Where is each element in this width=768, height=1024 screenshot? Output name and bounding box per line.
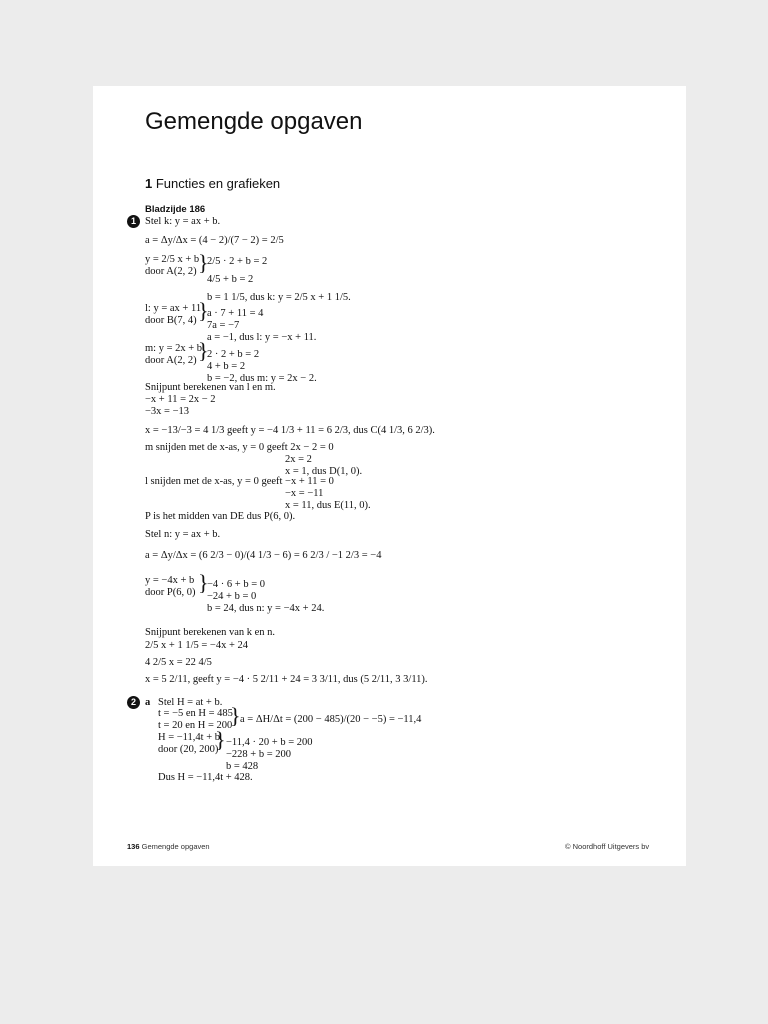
exercise-badge-2: 2 xyxy=(127,696,140,709)
ex1-line-4: door A(2, 2) xyxy=(145,266,197,277)
ex1-line-36: Snijpunt berekenen van k en n. xyxy=(145,627,276,638)
brace: } xyxy=(198,570,209,595)
ex1-line-10: a · 7 + 11 = 4 xyxy=(207,308,264,319)
ex1-line-38: 4 2/5 x = 22 4/5 xyxy=(145,657,212,668)
ex1-line-21: x = −13/−3 = 4 1/3 geeft y = −4 1/3 + 11 = 6 2/3, dus C(4 1/3, 6 2/3). xyxy=(145,425,435,436)
brace: } xyxy=(198,250,209,275)
footer-label: Gemengde opgaven xyxy=(141,842,210,851)
ex1-line-5: 2/5 · 2 + b = 2 xyxy=(207,256,268,267)
exercise-badge-1: 1 xyxy=(127,215,140,228)
ex2-line-7: −11,4 · 20 + b = 200 xyxy=(226,737,313,748)
ex1-line-11: 7a = −7 xyxy=(207,320,240,331)
brace: } xyxy=(230,703,241,728)
ex1-line-29: Stel n: y = ax + b. xyxy=(145,529,221,540)
ex2-part-label: a xyxy=(145,697,151,708)
footer-left xyxy=(127,842,210,851)
ex1-line-26: −x = −11 xyxy=(285,488,324,499)
ex2-line-5: H = −11,4t + b xyxy=(158,732,221,743)
ex1-line-33: −4 · 6 + b = 0 xyxy=(207,579,266,590)
ex1-line-16: 4 + b = 2 xyxy=(207,361,246,372)
ex1-line-2: a = Δy/Δx = (4 − 2)/(7 − 2) = 2/5 xyxy=(145,235,284,246)
ex1-line-27: x = 11, dus E(11, 0). xyxy=(285,500,371,511)
ex1-line-12: a = −1, dus l: y = −x + 11. xyxy=(207,332,317,343)
ex1-line-8: l: y = ax + 11 xyxy=(145,303,202,314)
ex1-line-32: door P(6, 0) xyxy=(145,587,196,598)
footer-copyright: © Noordhoff Uitgevers bv xyxy=(565,842,650,851)
ex1-line-19: −x + 11 = 2x − 2 xyxy=(145,394,216,405)
ex2-line-8: −228 + b = 200 xyxy=(226,749,292,760)
ex2-line-10: Dus H = −11,4t + 428. xyxy=(158,772,253,783)
ex1-line-39: x = 5 2/11, geeft y = −4 · 5 2/11 + 24 = 3 3/11, dus (5 2/11, 3 3/11). xyxy=(145,674,428,685)
bladzijde-label: Bladzijde 186 xyxy=(145,204,206,215)
brace: } xyxy=(215,727,226,752)
ex1-line-9: door B(7, 4) xyxy=(145,315,197,326)
ex1-line-18: Snijpunt berekenen van l en m. xyxy=(145,382,276,393)
page-number: 136 xyxy=(127,842,140,851)
ex1-line-15: 2 · 2 + b = 2 xyxy=(207,349,260,360)
ex1-line-30: a = Δy/Δx = (6 2/3 − 0)/(4 1/3 − 6) = 6 2/3 / −1 2/3 = −4 xyxy=(145,550,382,561)
section-heading xyxy=(145,178,280,190)
ex2-line-2: t = −5 en H = 485 xyxy=(158,708,233,719)
ex2-line-1: Stel H = at + b. xyxy=(158,697,223,708)
ex1-line-6: 4/5 + b = 2 xyxy=(207,274,254,285)
ex1-line-17: b = −2, dus m: y = 2x − 2. xyxy=(207,373,317,384)
ex1-line-28: P is het midden van DE dus P(6, 0). xyxy=(145,511,296,522)
ex1-line-37: 2/5 x + 1 1/5 = −4x + 24 xyxy=(145,640,249,651)
ex1-line-7: b = 1 1/5, dus k: y = 2/5 x + 1 1/5. xyxy=(207,292,351,303)
ex1-line-20: −3x = −13 xyxy=(145,406,190,417)
brace: } xyxy=(198,298,209,323)
ex1-line-23: 2x = 2 xyxy=(285,454,312,465)
ex1-line-14: door A(2, 2) xyxy=(145,355,197,366)
section-number: 1 xyxy=(145,176,153,191)
ex2-line-4: a = ΔH/Δt = (200 − 485)/(20 − −5) = −11,4 xyxy=(240,714,422,725)
ex1-line-1: Stel k: y = ax + b. xyxy=(145,216,221,227)
page-title: Gemengde opgaven xyxy=(145,108,363,135)
ex1-line-13: m: y = 2x + b xyxy=(145,343,203,354)
ex1-line-25: l snijden met de x-as, y = 0 geeft −x + 11 = 0 xyxy=(145,476,334,487)
ex1-line-24: x = 1, dus D(1, 0). xyxy=(285,466,363,477)
ex2-line-6: door (20, 200) xyxy=(158,744,219,755)
ex1-line-35: b = 24, dus n: y = −4x + 24. xyxy=(207,603,325,614)
ex2-line-3: t = 20 en H = 200 xyxy=(158,720,233,731)
section-title: Functies en grafieken xyxy=(155,176,281,191)
ex1-line-31: y = −4x + b xyxy=(145,575,195,586)
ex2-line-9: b = 428 xyxy=(226,761,259,772)
ex1-line-22: m snijden met de x-as, y = 0 geeft 2x − 2 = 0 xyxy=(145,442,334,453)
ex1-line-3: y = 2/5 x + b xyxy=(145,254,200,265)
brace: } xyxy=(198,338,209,363)
ex1-line-34: −24 + b = 0 xyxy=(207,591,257,602)
